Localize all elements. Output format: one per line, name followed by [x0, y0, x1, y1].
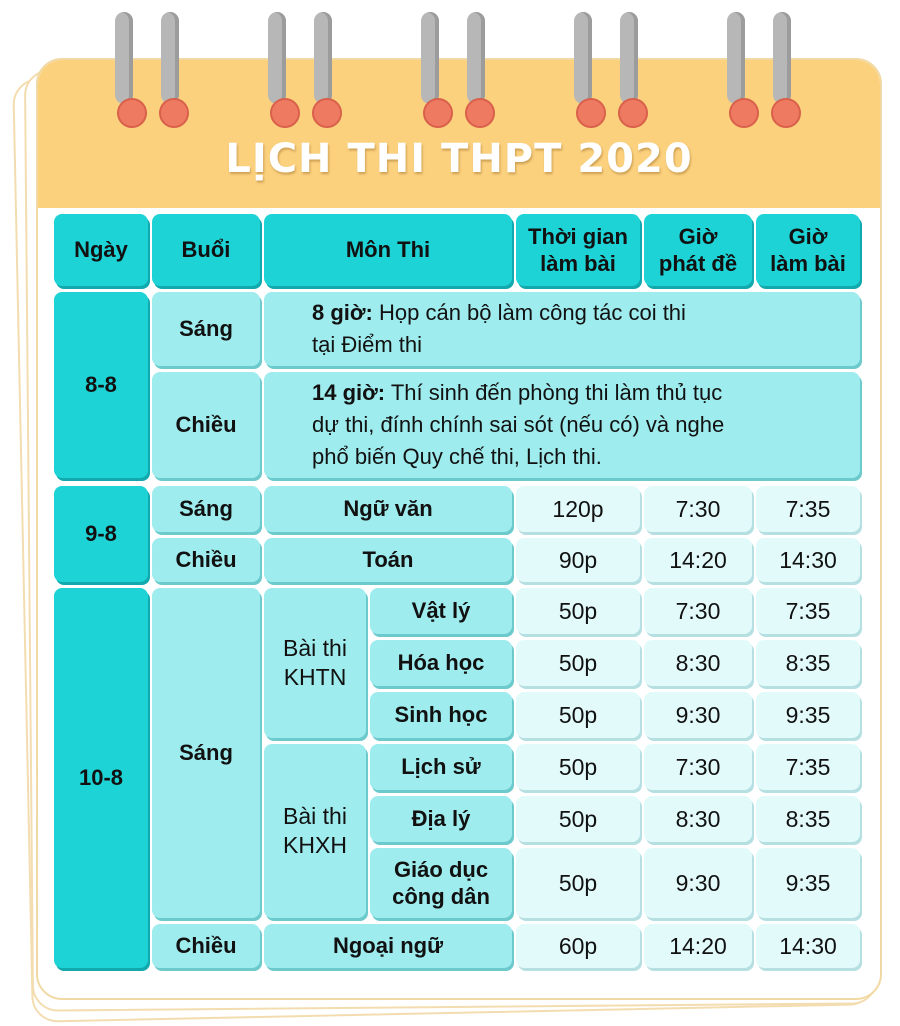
session-cell-afternoon: Chiều — [152, 372, 260, 478]
calendar-ring-icon — [574, 12, 632, 116]
subject-cell: Ngoại ngữ — [264, 924, 512, 968]
session-cell-morning: Sáng — [152, 588, 260, 918]
calendar-ring-icon — [268, 12, 326, 116]
start-time-cell: 9:35 — [756, 848, 860, 918]
start-time-cell: 7:35 — [756, 588, 860, 634]
duration-cell: 90p — [516, 538, 640, 582]
duration-cell: 50p — [516, 692, 640, 738]
note-text: 8 giờ: Họp cán bộ làm công tác coi thi tại Điểm thi — [312, 300, 686, 357]
duration-cell: 50p — [516, 796, 640, 842]
start-time-cell: 14:30 — [756, 924, 860, 968]
column-header-date: Ngày — [54, 214, 148, 286]
subject-cell: Toán — [264, 538, 512, 582]
duration-cell: 50p — [516, 848, 640, 918]
note-text: 14 giờ: Thí sinh đến phòng thi làm thủ tục dự thi, đính chính sai sót (nếu có) và nghe phổ biến Quy chế thi, Lịch thi. — [312, 380, 725, 469]
duration-cell: 120p — [516, 486, 640, 532]
session-cell-morning: Sáng — [152, 486, 260, 532]
subject-cell: Địa lý — [370, 796, 512, 842]
subject-cell: Lịch sử — [370, 744, 512, 790]
paper-time-cell: 8:30 — [644, 640, 752, 686]
date-cell-8-8: 8-8 — [54, 292, 148, 478]
duration-cell: 60p — [516, 924, 640, 968]
date-cell-10-8: 10-8 — [54, 588, 148, 968]
paper-time-cell: 14:20 — [644, 924, 752, 968]
duration-cell: 50p — [516, 640, 640, 686]
paper-time-cell: 7:30 — [644, 744, 752, 790]
start-time-cell: 8:35 — [756, 796, 860, 842]
calendar-ring-icon — [421, 12, 479, 116]
column-header-session: Buổi — [152, 214, 260, 286]
paper-time-cell: 7:30 — [644, 588, 752, 634]
paper-time-cell: 9:30 — [644, 692, 752, 738]
start-time-cell: 8:35 — [756, 640, 860, 686]
subject-cell: Ngữ văn — [264, 486, 512, 532]
paper-time-cell: 8:30 — [644, 796, 752, 842]
calendar-ring-icon — [115, 12, 173, 116]
start-time-cell: 14:30 — [756, 538, 860, 582]
note-afternoon-8-8 — [264, 372, 860, 478]
start-time-cell: 7:35 — [756, 744, 860, 790]
page-title: LỊCH THI THPT 2020 — [225, 136, 693, 182]
paper-time-cell: 9:30 — [644, 848, 752, 918]
column-header-subject: Môn Thi — [264, 214, 512, 286]
column-header-duration: Thời gian làm bài — [516, 214, 640, 286]
duration-cell: 50p — [516, 744, 640, 790]
column-header-start-time: Giờ làm bài — [756, 214, 860, 286]
column-header-paper-time: Giờ phát đề — [644, 214, 752, 286]
session-cell-afternoon: Chiều — [152, 924, 260, 968]
subject-cell: Giáo dục công dân — [370, 848, 512, 918]
exam-group-khtn: Bài thi KHTN — [264, 588, 366, 738]
subject-cell: Vật lý — [370, 588, 512, 634]
start-time-cell: 7:35 — [756, 486, 860, 532]
duration-cell: 50p — [516, 588, 640, 634]
session-cell-morning: Sáng — [152, 292, 260, 366]
subject-cell: Sinh học — [370, 692, 512, 738]
note-morning-8-8 — [264, 292, 860, 366]
calendar-ring-icon — [727, 12, 785, 116]
subject-cell: Hóa học — [370, 640, 512, 686]
paper-time-cell: 7:30 — [644, 486, 752, 532]
exam-group-khxh: Bài thi KHXH — [264, 744, 366, 918]
paper-time-cell: 14:20 — [644, 538, 752, 582]
session-cell-afternoon: Chiều — [152, 538, 260, 582]
date-cell-9-8: 9-8 — [54, 486, 148, 582]
start-time-cell: 9:35 — [756, 692, 860, 738]
